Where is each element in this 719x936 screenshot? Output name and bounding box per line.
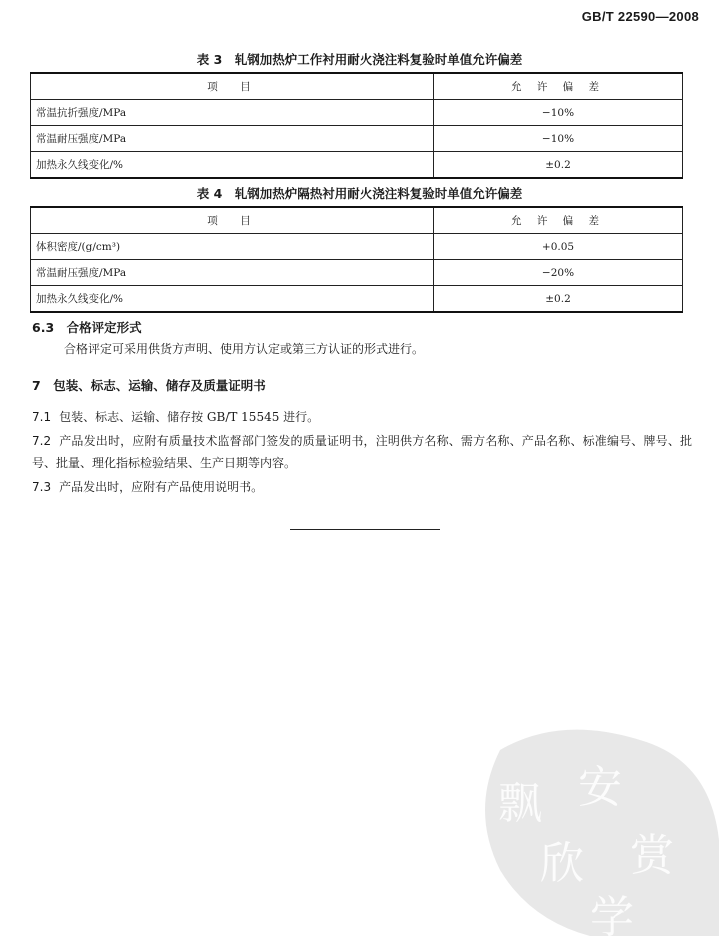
standard-number: GB/T 22590—2008 bbox=[581, 9, 699, 24]
table-row bbox=[31, 260, 683, 286]
clause-7-1-number: 7.1 bbox=[32, 410, 52, 424]
table3-row2-item: 常温耐压强度/MPa bbox=[31, 126, 434, 152]
table3-header-row bbox=[31, 73, 683, 100]
table4-row2-tol: −20% bbox=[434, 260, 683, 286]
table-row bbox=[31, 234, 683, 260]
watermark-seal-icon bbox=[470, 720, 719, 936]
table-row bbox=[31, 100, 683, 126]
table4-row3-item: 加热永久线变化/% bbox=[31, 286, 434, 313]
section-6-3-heading: 6.3 合格评定形式 bbox=[32, 320, 142, 335]
section-7-heading: 7 包装、标志、运输、储存及质量证明书 bbox=[32, 378, 266, 393]
table4-caption: 表 4 轧钢加热炉隔热衬用耐火浇注料复验时单值允许偏差 bbox=[196, 186, 523, 201]
seal-glyph-3: 欣 bbox=[540, 838, 584, 889]
table4-col-item: 项 目 bbox=[31, 207, 434, 234]
clause-7-3-text: 产品发出时，应附有产品使用说明书。 bbox=[59, 480, 264, 494]
section-6-3-text: 合格评定可采用供货方声明、使用方认定或第三方认证的形式进行。 bbox=[64, 342, 425, 356]
clause-7-3-number: 7.3 bbox=[32, 480, 52, 494]
table4-header-row bbox=[31, 207, 683, 234]
clause-7-2 bbox=[32, 430, 692, 474]
table3-row2-tol: −10% bbox=[434, 126, 683, 152]
table4-row1-tol: +0.05 bbox=[434, 234, 683, 260]
clause-7-1 bbox=[32, 406, 692, 428]
table4-row3-tol: ±0.2 bbox=[434, 286, 683, 313]
clause-7-2-text: 产品发出时，应附有质量技术监督部门签发的质量证明书，注明供方名称、需方名称、产品名称、标准编号、牌号、批号、批量、理化指标检验结果、生产日期等内容。 bbox=[32, 434, 692, 470]
table3-col-item: 项 目 bbox=[31, 73, 434, 100]
table3-row3-item: 加热永久线变化/% bbox=[31, 152, 434, 179]
table4-row2-item: 常温耐压强度/MPa bbox=[31, 260, 434, 286]
table3-row3-tol: ±0.2 bbox=[434, 152, 683, 179]
table3-caption: 表 3 轧钢加热炉工作衬用耐火浇注料复验时单值允许偏差 bbox=[196, 52, 523, 67]
seal-glyph-5: 学 bbox=[590, 892, 634, 936]
table4-col-tolerance: 允 许 偏 差 bbox=[434, 207, 683, 234]
seal-glyph-4: 赏 bbox=[630, 830, 674, 881]
clause-7-2-number: 7.2 bbox=[32, 434, 52, 448]
table4-row1-item: 体积密度/(g/cm³) bbox=[31, 234, 434, 260]
end-of-document-line bbox=[290, 529, 440, 530]
clause-7-3 bbox=[32, 476, 692, 498]
table-row bbox=[31, 152, 683, 179]
table3 bbox=[30, 72, 683, 179]
table3-row1-tol: −10% bbox=[434, 100, 683, 126]
table-row bbox=[31, 286, 683, 313]
table-row bbox=[31, 126, 683, 152]
seal-glyph-2: 安 bbox=[578, 762, 622, 813]
table3-row1-item: 常温抗折强度/MPa bbox=[31, 100, 434, 126]
seal-glyph-1: 飘 bbox=[498, 778, 542, 829]
table4 bbox=[30, 206, 683, 313]
clause-7-1-text: 包装、标志、运输、储存按 GB/T 15545 进行。 bbox=[59, 410, 320, 424]
table3-col-tolerance: 允 许 偏 差 bbox=[434, 73, 683, 100]
